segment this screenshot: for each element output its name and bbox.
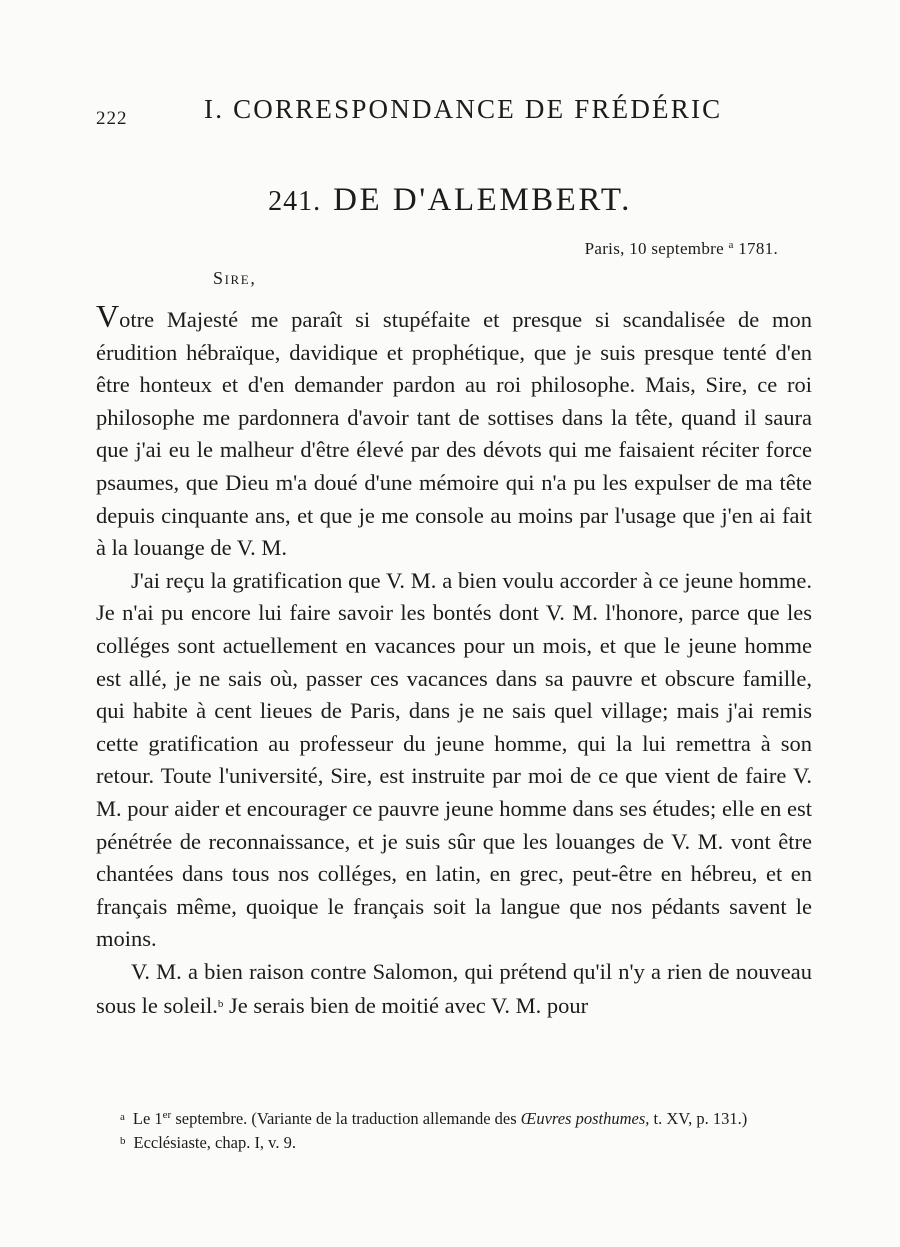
dateline-place-date: Paris, 10 septembre: [584, 239, 724, 258]
footnote-b-mark: b: [120, 1135, 126, 1147]
paragraph-3-text: V. M. a bien raison contre Salomon, qui prétend qu'il n'y a rien de nouveau sous le soleil.: [96, 958, 812, 1019]
footnote-a-text-middle: septembre. (Variante de la traduction allemande des: [171, 1109, 521, 1128]
footnote-b: [120, 1130, 820, 1154]
footnote-a-mark: a: [120, 1111, 125, 1123]
letter-number: 241.: [268, 186, 322, 217]
footnote-a-text-end: t. XV, p. 131.): [649, 1109, 748, 1128]
paragraph-1: [96, 298, 812, 565]
page-number: 222: [96, 108, 128, 129]
drop-cap: V: [96, 298, 120, 334]
dateline: [585, 239, 778, 259]
running-head: [96, 94, 816, 134]
footnote-mark-a: a: [728, 239, 734, 251]
footnote-a: [120, 1104, 820, 1130]
running-title: I. CORRESPONDANCE DE FRÉDÉRIC: [204, 94, 723, 124]
paragraph-3: [96, 956, 812, 1023]
footnote-a-text-start: Le 1: [132, 1109, 163, 1128]
footnotes: [120, 1104, 820, 1154]
footnote-a-ordinal: er: [162, 1109, 172, 1121]
dateline-year: 1781.: [738, 239, 778, 258]
footnote-b-text: Ecclésiaste, chap. I, v. 9.: [133, 1133, 296, 1152]
paragraph-2: J'ai reçu la gratification que V. M. a bien voulu accorder à ce jeune homme. Je n'ai pu encore lui faire savoir les bontés dont V. M. l'honore, parce que les colléges sont actuellement en vacances pour un mois, et que le jeune homme est allé, je ne sais où, passer ces vacances dans sa pauvre et obscure famille, qui habite à cent lieues de Paris, dans je ne sais quel village; mais j'ai remis cette gratification au professeur du jeune homme, qui la lui remettra à son retour. Toute l'université, Sire, est instruite par moi de ce que vient de faire V. M. pour aider et encourager ce pauvre jeune homme dans ses études; elle en est pénétrée de reconnaissance, et je suis sûr que les louanges de V. M. vont être chantées dans tous nos colléges, en latin, en grec, peut-être en hébreu, et en français même, quoique le français soit la langue que nos pédants savent le moins.: [96, 567, 812, 952]
paragraph-1-text: otre Majesté me paraît si stupéfaite et presque si scandalisée de mon érudition hébraïque, davidique et prophétique, que je suis presque tenté d'en être honteux et d'en demander pardon au roi philosophe. Mais, Sire, ce roi philosophe me pardonnera d'avoir tant de sottises dans la tête, quand il saura que j'ai eu le malheur d'être élevé par des dévots qui me faisaient réciter force psaumes, que Dieu m'a doué d'une mémoire qui n'a pu les expulser de ma tête depuis cinquante ans, et que je me console au moins par l'usage que j'en ai fait à la louange de V. M.: [96, 307, 812, 561]
letter-title: [0, 182, 900, 219]
letter-body: [96, 298, 812, 1023]
footnote-a-work-title: Œuvres posthumes,: [520, 1109, 650, 1128]
letter-heading: DE D'ALEMBERT.: [333, 182, 632, 218]
paragraph-3-continuation: Je serais bien de moitié avec V. M. pour: [223, 993, 589, 1019]
footnote-mark-b: b: [217, 998, 224, 1011]
salutation: Sire,: [213, 268, 257, 288]
